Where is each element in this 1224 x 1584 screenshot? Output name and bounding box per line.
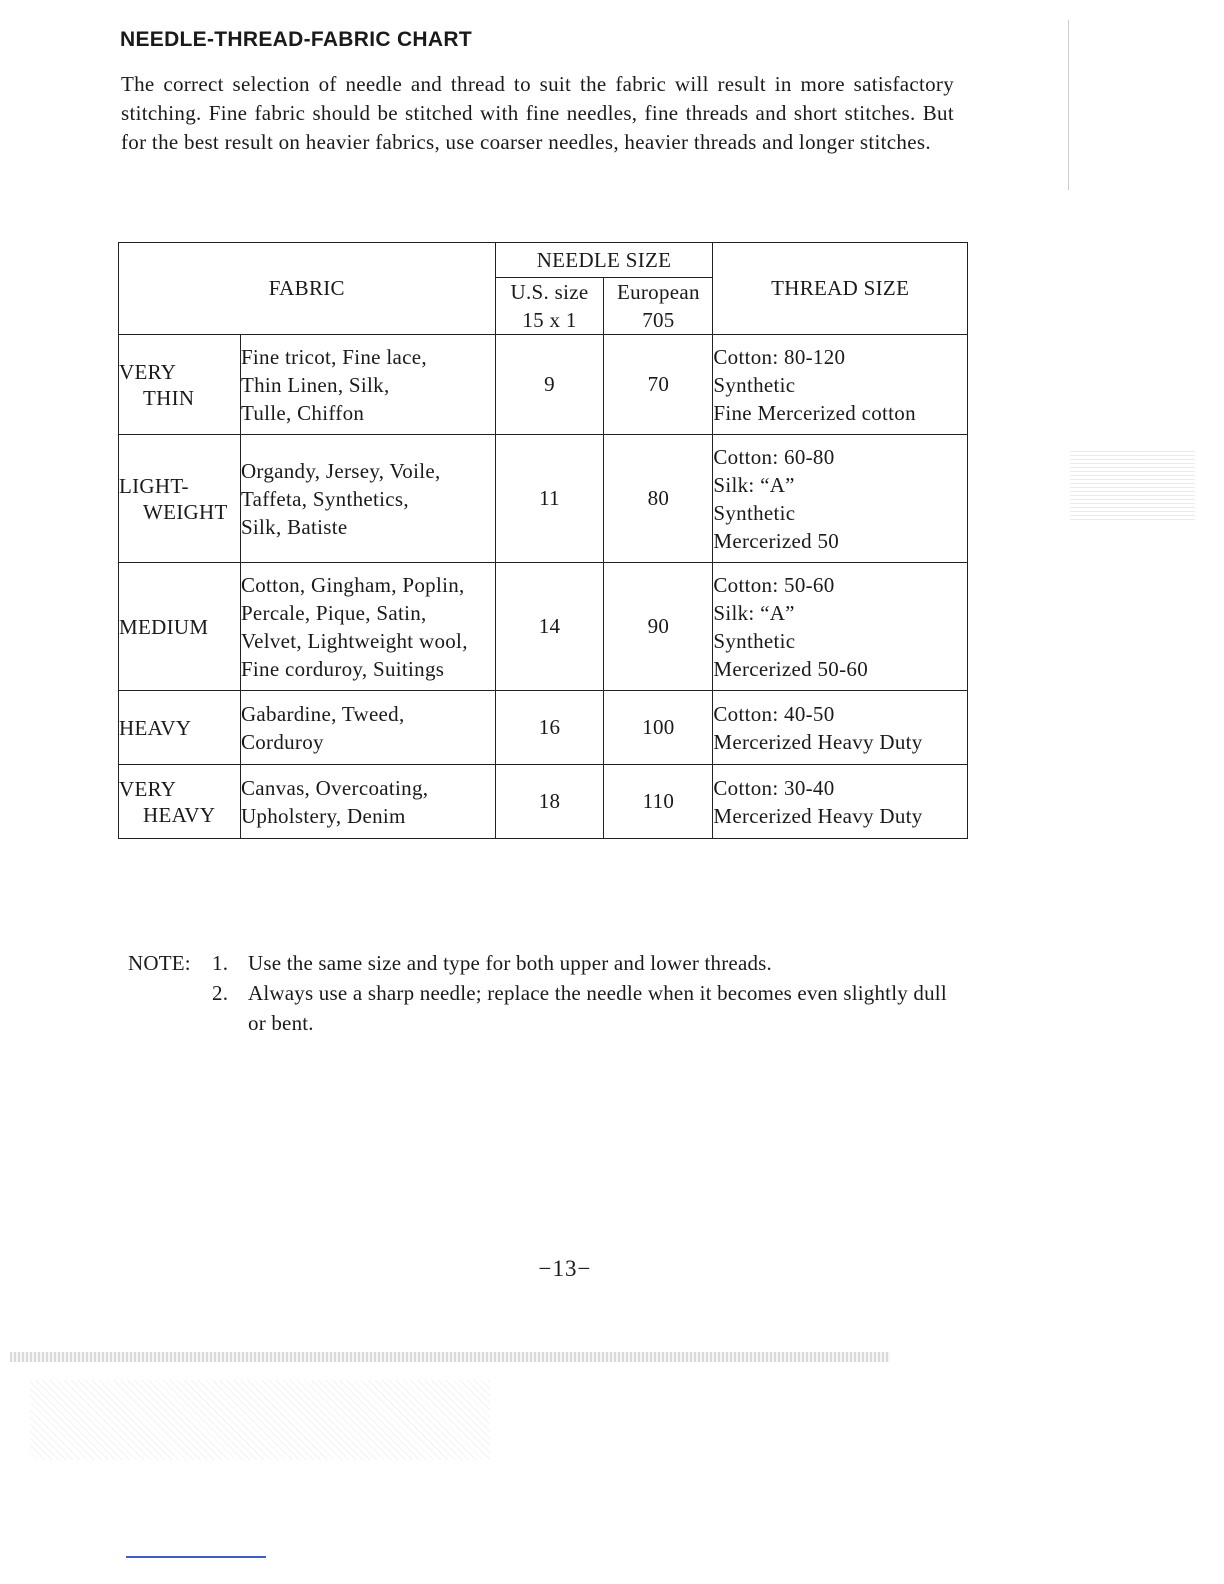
thread-size-line: Mercerized 50	[713, 528, 840, 553]
thread-size-line: Mercerized Heavy Duty	[713, 803, 923, 828]
thread-size-cell	[713, 691, 968, 765]
thread-size-line: Cotton: 30-40	[713, 775, 835, 800]
european-needle-size-cell: 70	[604, 335, 713, 435]
note-label: NOTE:	[128, 951, 191, 975]
fabric-weight-label: HEAVY	[119, 715, 192, 740]
fabric-weight-label: LIGHT-	[119, 473, 189, 498]
table-row	[119, 435, 968, 563]
fabric-list-line: Cotton, Gingham, Poplin,	[240, 572, 465, 597]
bottom-rule	[126, 1556, 266, 1558]
fabric-list-line: Fine tricot, Fine lace,	[240, 344, 427, 369]
fabric-weight-label: HEAVY	[143, 802, 216, 827]
table-row	[119, 335, 968, 435]
note-item-text: Always use a sharp needle; replace the needle when it becomes even slightly dull or bent.	[248, 981, 947, 1035]
thread-size-line: Mercerized 50-60	[713, 656, 868, 681]
page-number: −13−	[538, 1256, 592, 1281]
thread-size-cell	[713, 563, 968, 691]
needle-thread-fabric-table	[118, 242, 968, 839]
thread-size-cell	[713, 765, 968, 839]
fabric-weight-label: WEIGHT	[143, 499, 228, 524]
header-us-size-type: 15 x 1	[522, 308, 577, 332]
table-row	[119, 691, 968, 765]
fabric-list-line: Taffeta, Synthetics,	[240, 486, 409, 511]
fabric-list-cell	[240, 335, 495, 435]
fabric-weight-cell	[119, 691, 241, 765]
fabric-list-cell	[240, 435, 495, 563]
scan-noise-right	[1070, 450, 1195, 520]
fabric-list-line: Fine corduroy, Suitings	[240, 656, 445, 681]
european-needle-size-cell: 80	[604, 435, 713, 563]
header-needle-size: NEEDLE SIZE	[495, 243, 713, 278]
header-european-type: 705	[642, 308, 675, 332]
fabric-weight-label: VERY	[119, 359, 177, 384]
us-needle-size-cell: 18	[495, 765, 604, 839]
us-needle-size-cell: 11	[495, 435, 604, 563]
table-row	[119, 563, 968, 691]
fabric-list-line: Velvet, Lightweight wool,	[240, 628, 468, 653]
fabric-list-line: Gabardine, Tweed,	[240, 701, 405, 726]
thread-size-line: Synthetic	[713, 628, 796, 653]
fabric-list-cell	[240, 691, 495, 765]
fabric-list-cell	[240, 563, 495, 691]
scan-noise-band	[10, 1352, 890, 1362]
header-european-label: European	[616, 280, 700, 304]
header-fabric: FABRIC	[119, 243, 496, 335]
fabric-list-line: Organdy, Jersey, Voile,	[240, 458, 441, 483]
us-needle-size-cell: 16	[495, 691, 604, 765]
scan-edge-line	[1068, 20, 1069, 190]
fabric-list-line: Percale, Pique, Satin,	[240, 600, 427, 625]
fabric-list-line: Upholstery, Denim	[240, 803, 406, 828]
fabric-weight-cell	[119, 765, 241, 839]
fabric-list-line: Corduroy	[240, 729, 324, 754]
thread-size-cell	[713, 335, 968, 435]
fabric-weight-label: THIN	[143, 385, 195, 410]
thread-size-line: Cotton: 80-120	[713, 344, 846, 369]
fabric-weight-cell	[119, 435, 241, 563]
thread-size-line: Cotton: 40-50	[713, 701, 835, 726]
thread-size-cell	[713, 435, 968, 563]
thread-size-line: Fine Mercerized cotton	[713, 400, 916, 425]
table-body	[119, 335, 968, 839]
scan-noise-smudge	[30, 1380, 490, 1460]
thread-size-line: Silk: “A”	[713, 472, 795, 497]
thread-size-line: Silk: “A”	[713, 600, 795, 625]
fabric-list-cell	[240, 765, 495, 839]
thread-size-line: Cotton: 50-60	[713, 572, 835, 597]
header-european	[604, 278, 713, 335]
fabric-list-line: Tulle, Chiffon	[240, 400, 365, 425]
fabric-weight-label: MEDIUM	[119, 614, 209, 639]
thread-size-line: Synthetic	[713, 500, 796, 525]
thread-size-line: Mercerized Heavy Duty	[713, 729, 923, 754]
thread-size-line: Cotton: 60-80	[713, 444, 835, 469]
thread-size-line: Synthetic	[713, 372, 796, 397]
fabric-weight-cell	[119, 335, 241, 435]
header-us-size-label: U.S. size	[510, 280, 589, 304]
fabric-list-line: Canvas, Overcoating,	[240, 775, 429, 800]
page-heading: NEEDLE-THREAD-FABRIC CHART	[120, 28, 472, 51]
fabric-list-line: Silk, Batiste	[240, 514, 348, 539]
european-needle-size-cell: 100	[604, 691, 713, 765]
us-needle-size-cell: 14	[495, 563, 604, 691]
header-us-size	[495, 278, 604, 335]
note-item-number: 1.	[212, 951, 229, 975]
european-needle-size-cell: 90	[604, 563, 713, 691]
fabric-weight-cell	[119, 563, 241, 691]
us-needle-size-cell: 9	[495, 335, 604, 435]
intro-paragraph: The correct selection of needle and thread to suit the fabric will result in more satisfactory stitching. Fine fabric should be stitched with fine needles, fine threads and short stitches. But for the best result on heavier fabrics, use coarser needles, heavier threads and longer stitches.	[121, 72, 954, 154]
european-needle-size-cell: 110	[604, 765, 713, 839]
fabric-list-line: Thin Linen, Silk,	[240, 372, 390, 397]
fabric-weight-label: VERY	[119, 776, 177, 801]
header-thread-size: THREAD SIZE	[713, 243, 968, 335]
table-row	[119, 765, 968, 839]
note-item-text: Use the same size and type for both upper and lower threads.	[248, 951, 772, 975]
note-item-number: 2.	[212, 981, 229, 1005]
